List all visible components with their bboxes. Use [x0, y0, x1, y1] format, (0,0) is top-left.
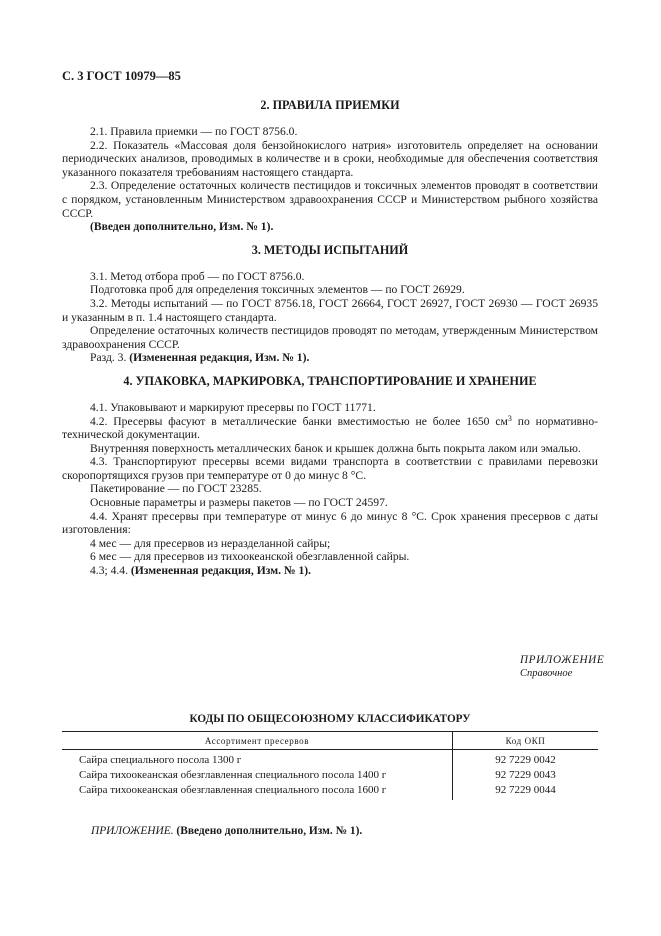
paragraph-text: 4.2. Пресервы фасуют в металлические банки вместимостью не более 1650 см — [90, 414, 508, 428]
paragraph: 4.4. Хранят пресервы при температуре от минус 6 до минус 8 °С. Срок хранения пресервов с даты изготовления: — [62, 509, 598, 537]
code-cell: 92 7229 0044 — [495, 783, 556, 796]
assortment-cell: Сайра тихоокеанская обезглавленная специального посола 1600 г — [62, 782, 453, 800]
amendment-text: (Измененная редакция, Изм. № 1). — [129, 351, 310, 365]
assortment-cell: Сайра тихоокеанская обезглавленная специального посола 1400 г — [62, 768, 453, 783]
page-header: С. 3 ГОСТ 10979—85 — [62, 69, 181, 83]
code-cell: 92 7229 0043 — [495, 768, 556, 781]
amendment-text: (Измененная редакция, Изм. № 1). — [130, 564, 311, 578]
paragraph — [62, 415, 598, 442]
codes-table-title: КОДЫ ПО ОБЩЕСОЮЗНОМУ КЛАССИФИКАТОРУ — [189, 713, 471, 725]
paragraph: Подготовка проб для определения токсичных элементов — по ГОСТ 26929. — [90, 283, 465, 297]
footnote-text: (Введено дополнительно, Изм. № 1). — [173, 825, 363, 837]
paragraph: 6 мес — для пресервов из тихоокеанской обезглавленной сайры. — [90, 550, 410, 564]
paragraph: 4.3. Транспортируют пресервы всеми видами транспорта в соответствии с правилами перевозки скоропортящихся грузов при температуре от 0 до минус 8 °С. — [62, 455, 598, 482]
appendix-footnote — [91, 825, 362, 837]
column-header-assortment: Ассортимент пресервов — [62, 732, 453, 750]
table-row — [62, 768, 598, 783]
table-header-row — [62, 732, 598, 750]
code-cell: 92 7229 0042 — [495, 754, 556, 767]
amendment-note: (Введен дополнительно, Изм. № 1). — [90, 220, 274, 234]
amendment-note — [62, 564, 598, 578]
amendment-prefix: 4.3; 4.4. — [90, 564, 131, 578]
paragraph: Пакетирование — по ГОСТ 23285. — [90, 482, 262, 496]
paragraph: 4 мес — для пресервов из неразделанной сайры; — [90, 536, 331, 550]
section-3-title: 3. МЕТОДЫ ИСПЫТАНИЙ — [251, 242, 409, 257]
paragraph: Определение остаточных количеств пестицидов проводят по методам, утвержденным Министерством здравоохранения СССР. — [62, 324, 598, 351]
paragraph: 2.3. Определение остаточных количеств пестицидов и токсичных элементов проводят в соответствии с порядком, установленным Министерством здравоохранения СССР и Министерством рыбного хозяйства СССР. — [62, 179, 598, 220]
paragraph-text: по нормативно-технической документации. — [62, 414, 598, 442]
paragraph: Внутренняя поверхность металлических банок и крышек должна быть покрыта лаком или эмалью. — [90, 441, 581, 455]
assortment-cell: Сайра специального посола 1300 г — [62, 750, 453, 768]
table-row — [62, 750, 598, 768]
appendix-title: ПРИЛОЖЕНИЕ — [520, 654, 605, 666]
column-header-code: Код ОКП — [453, 732, 599, 750]
paragraph: Основные параметры и размеры пакетов — по ГОСТ 24597. — [90, 496, 388, 510]
section-4-title: 4. УПАКОВКА, МАРКИРОВКА, ТРАНСПОРТИРОВАНИЕ И ХРАНЕНИЕ — [123, 373, 537, 388]
appendix-label — [520, 654, 605, 680]
superscript: 3 — [507, 413, 512, 423]
section-2-title: 2. ПРАВИЛА ПРИЕМКИ — [260, 98, 400, 112]
paragraph: 3.2. Методы испытаний — по ГОСТ 8756.18, ГОСТ 26664, ГОСТ 26927, ГОСТ 26930 — ГОСТ 26935 и указанным в п. 1.4 настоящего стандарта. — [62, 296, 598, 324]
document-body — [62, 94, 598, 578]
amendment-prefix: Разд. 3. — [90, 351, 130, 365]
amendment-note — [62, 351, 598, 365]
appendix-subtitle: Справочное — [520, 668, 573, 679]
table-row — [62, 782, 598, 800]
paragraph: 4.1. Упаковывают и маркируют пресервы по ГОСТ 11771. — [90, 400, 376, 414]
codes-table — [62, 731, 598, 800]
footnote-label: ПРИЛОЖЕНИЕ. — [91, 825, 174, 837]
paragraph: 3.1. Метод отбора проб — по ГОСТ 8756.0. — [90, 269, 305, 283]
paragraph: 2.2. Показатель «Массовая доля бензойнокислого натрия» изготовитель определяет на основании периодических анализов, проводимых в количестве и в сроки, необходимые для обеспечения соответствия указанного показателя требованиям настоящего стандарта. — [62, 138, 598, 179]
paragraph: 2.1. Правила приемки — по ГОСТ 8756.0. — [90, 125, 298, 138]
